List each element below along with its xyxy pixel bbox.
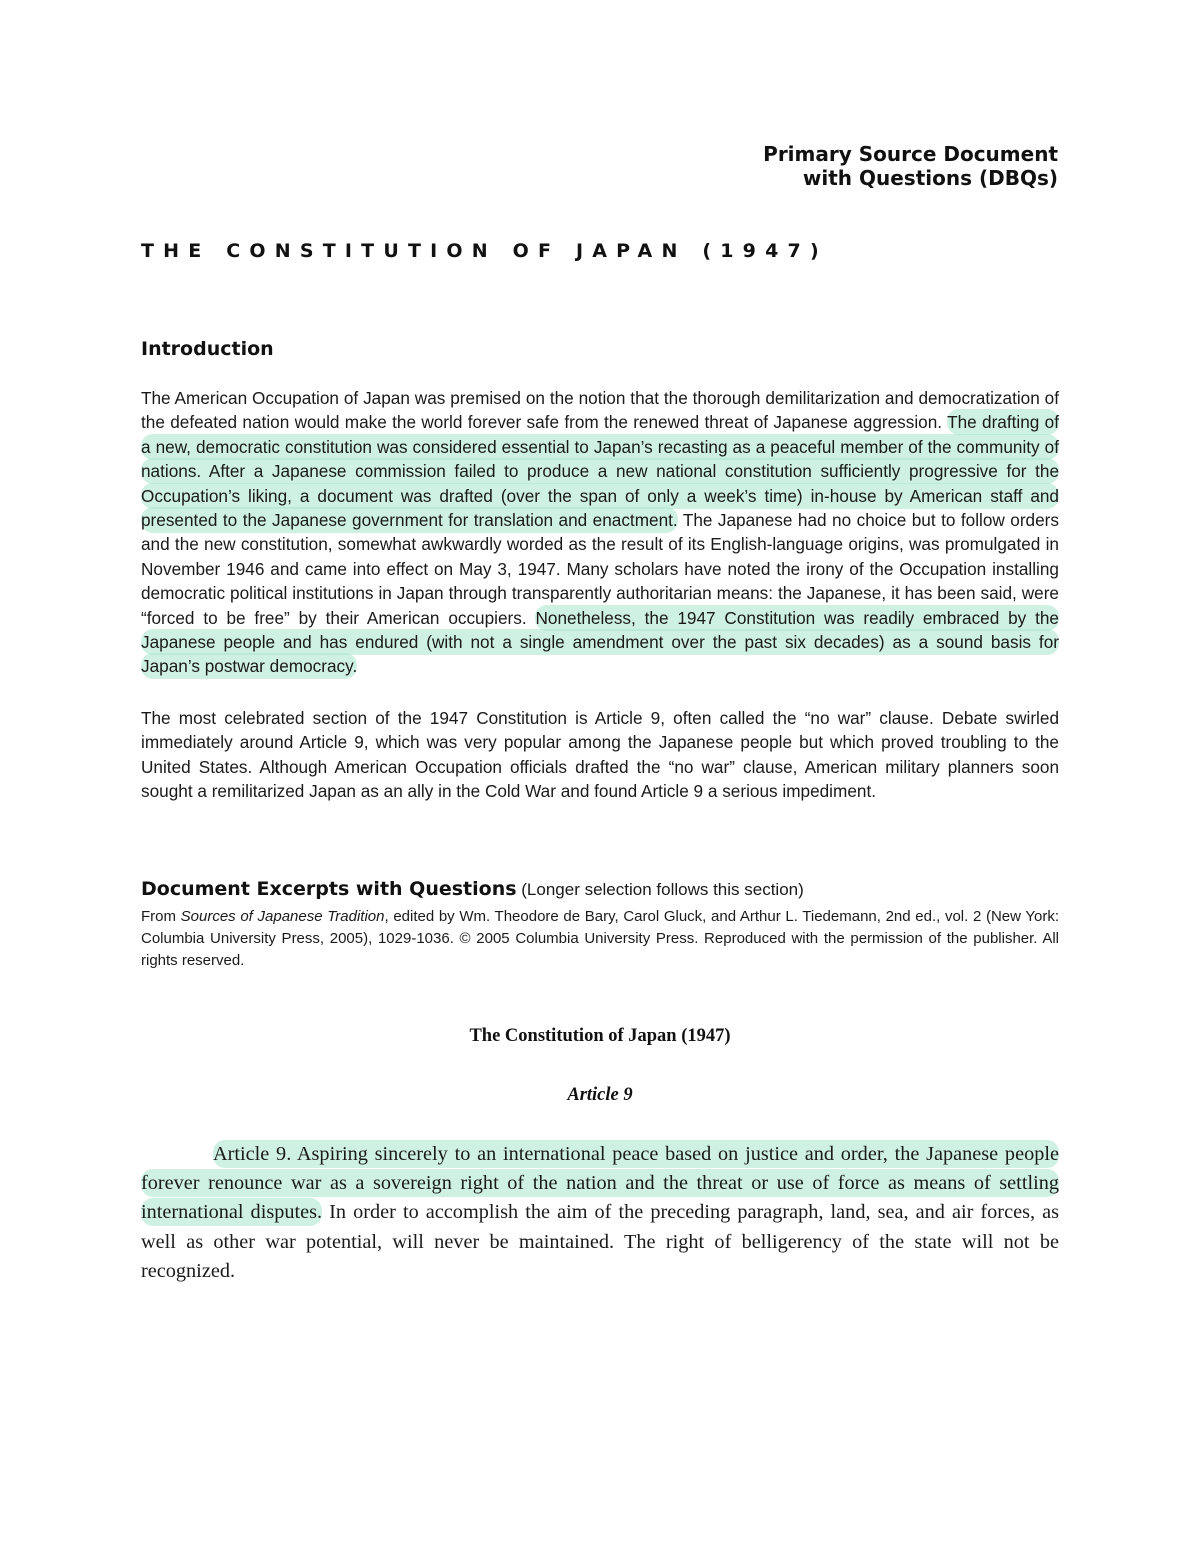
source-citation (141, 906, 1059, 972)
citation-prefix: From (141, 908, 181, 925)
highlighted-text: Article 9. Aspiring sincerely to an international peace based on justice and order, the Japanese people forever renounce war as a sovereign right of the nation and the threat or use of force as means of settling international disputes. (141, 1140, 1059, 1226)
header-line-2: with Questions (DBQs) (802, 166, 1058, 190)
excerpt-subtitle: Article 9 (567, 1085, 633, 1105)
introduction-paragraph-1 (141, 386, 1059, 679)
document-title: THE CONSTITUTION OF JAPAN (1947) (141, 240, 828, 262)
introduction-heading: Introduction (141, 338, 274, 360)
highlighted-text: The drafting of a new, democratic constitution was considered essential to Japan’s recasting as a peaceful member of the community of nations. After a Japanese commission failed to produce a new national constitution sufficiently progressive for the Occupation’s liking, a document was drafted (over the span of only a week’s time) in-house by American staff and presented to the Japanese government for translation and enactment. (141, 409, 1059, 533)
citation-details: , edited by Wm. Theodore de Bary, Carol Gluck, and Arthur L. Tiedemann, 2nd ed., vol. 2 (New York: Columbia University Press, 2005), 1029-1036. © 2005 Columbia University Press. Reproduced with the permission of the publisher. All rights reserved. (141, 908, 1059, 969)
citation-book-title: Sources of Japanese Tradition (180, 908, 385, 925)
article-text-segment: In order to accomplish the aim of the preceding paragraph, land, sea, and air forces, as well as other war potential, will never be maintained. The right of belligerency of the state will not be recognized. (141, 1201, 1059, 1282)
document-type-header (763, 142, 1058, 190)
intro-text-segment: The American Occupation of Japan was premised on the notion that the thorough demilitarization and democratization of the defeated nation would make the world forever safe from the renewed threat of Japanese aggression. (141, 388, 1059, 433)
highlighted-text: Nonetheless, the 1947 Constitution was readily embraced by the Japanese people and has endured (with not a single amendment over the past six decades) as a sound basis for Japan’s postwar democracy. (141, 605, 1059, 680)
intro-text-segment: The Japanese had no choice but to follow orders and the new constitution, somewhat awkwardly worded as the result of its English-language origins, was promulgated in November 1946 and came into effect on May 3, 1947. Many scholars have noted the irony of the Occupation installing democratic political institutions in Japan through transparently authoritarian means: the Japanese, it has been said, were “forced to be free” by their American occupiers. (141, 510, 1059, 628)
introduction-paragraph-2: The most celebrated section of the 1947 Constitution is Article 9, often called the “no war” clause. Debate swirled immediately around Article 9, which was very popular among the Japanese people but which proved troubling to the United States. Although American Occupation officials drafted the “no war” clause, American military planners soon sought a remilitarized Japan as an ally in the Cold War and found Article 9 a serious impediment. (141, 708, 1059, 802)
article-9-text (141, 1140, 1059, 1286)
excerpts-heading: Document Excerpts with Questions (141, 878, 517, 900)
header-line-1: Primary Source Document (763, 142, 1058, 166)
excerpt-title: The Constitution of Japan (1947) (469, 1026, 731, 1046)
excerpts-note: (Longer selection follows this section) (516, 880, 804, 899)
excerpts-heading-line (141, 878, 1059, 900)
